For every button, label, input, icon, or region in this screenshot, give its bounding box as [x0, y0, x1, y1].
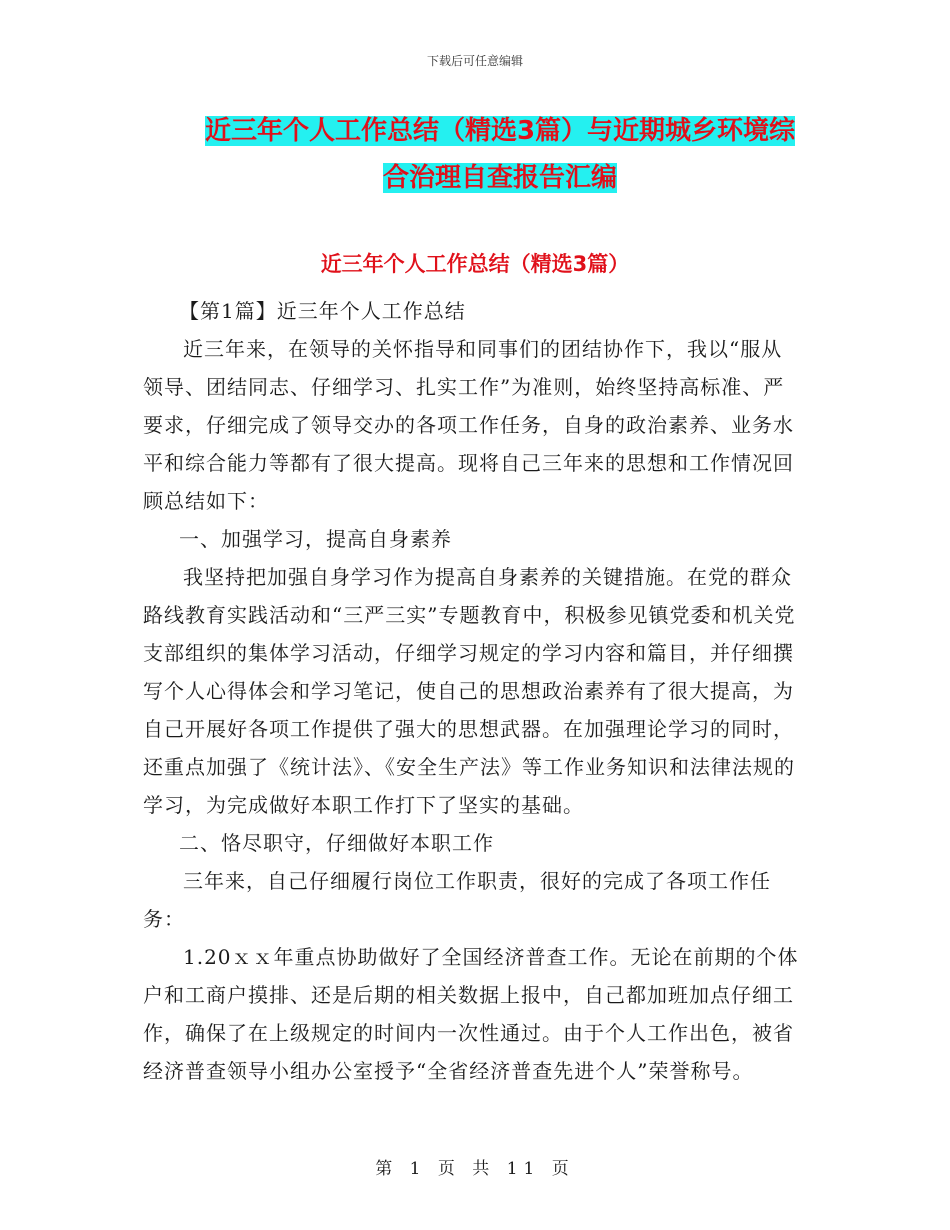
page-header-note: 下载后可任意编辑	[426, 54, 523, 68]
paragraph-study: 我坚持把加强自身学习作为提高自身素养的关键措施。在党的群众路线教育实践活动和“三严三实”专题教育中，积极参见镇党委和机关党支部组织的集体学习活动，仔细学习规定的学习内容和篇目，并仔细撰写个人心得体会和学习笔记，使自己的思想政治素养有了很大提高，为自己开展好各项工作提供了强大的思想武器。在加强理论学习的同时，还重点加强了《统计法》、《安全生产法》等工作业务知识和法律法规的学习，为完成做好本职工作打下了坚实的基础。	[143, 565, 796, 817]
heading-duty: 二、恪尽职守，仔细做好本职工作	[179, 831, 494, 855]
paragraph-census: 1.20ｘｘ年重点协助做好了全国经济普查工作。无论在前期的个体户和工商户摸排、还是后期的相关数据上报中，自己都加班加点仔细工作，确保了在上级规定的时间内一次性通过。由于个人工作出色，被省经济普查领导小组办公室授予“全省经济普查先进个人”荣誉称号。	[143, 945, 799, 1083]
page-footer: 第 1 页 共 11 页	[375, 1159, 575, 1179]
section-title: 近三年个人工作总结（精选3篇）	[320, 252, 630, 276]
document-title-line-1: 近三年个人工作总结（精选3篇）与近期城乡环境综	[204, 116, 796, 146]
paragraph-intro: 近三年来，在领导的关怀指导和同事们的团结协作下，我以“服从领导、团结同志、仔细学习、扎实工作”为准则，始终坚持高标准、严要求，仔细完成了领导交办的各项工作任务，自身的政治素养、业务水平和综合能力等都有了很大提高。现将自己三年来的思想和工作情况回顾总结如下：	[143, 337, 794, 513]
document-title	[140, 108, 860, 202]
document-title-line-2: 合治理自查报告汇编	[382, 163, 617, 193]
article-label: 【第1篇】近三年个人工作总结	[179, 299, 466, 323]
document-body	[143, 292, 803, 1090]
heading-study: 一、加强学习，提高自身素养	[179, 527, 452, 551]
paragraph-duty: 三年来，自己仔细履行岗位工作职责，很好的完成了各项工作任务：	[143, 869, 771, 931]
